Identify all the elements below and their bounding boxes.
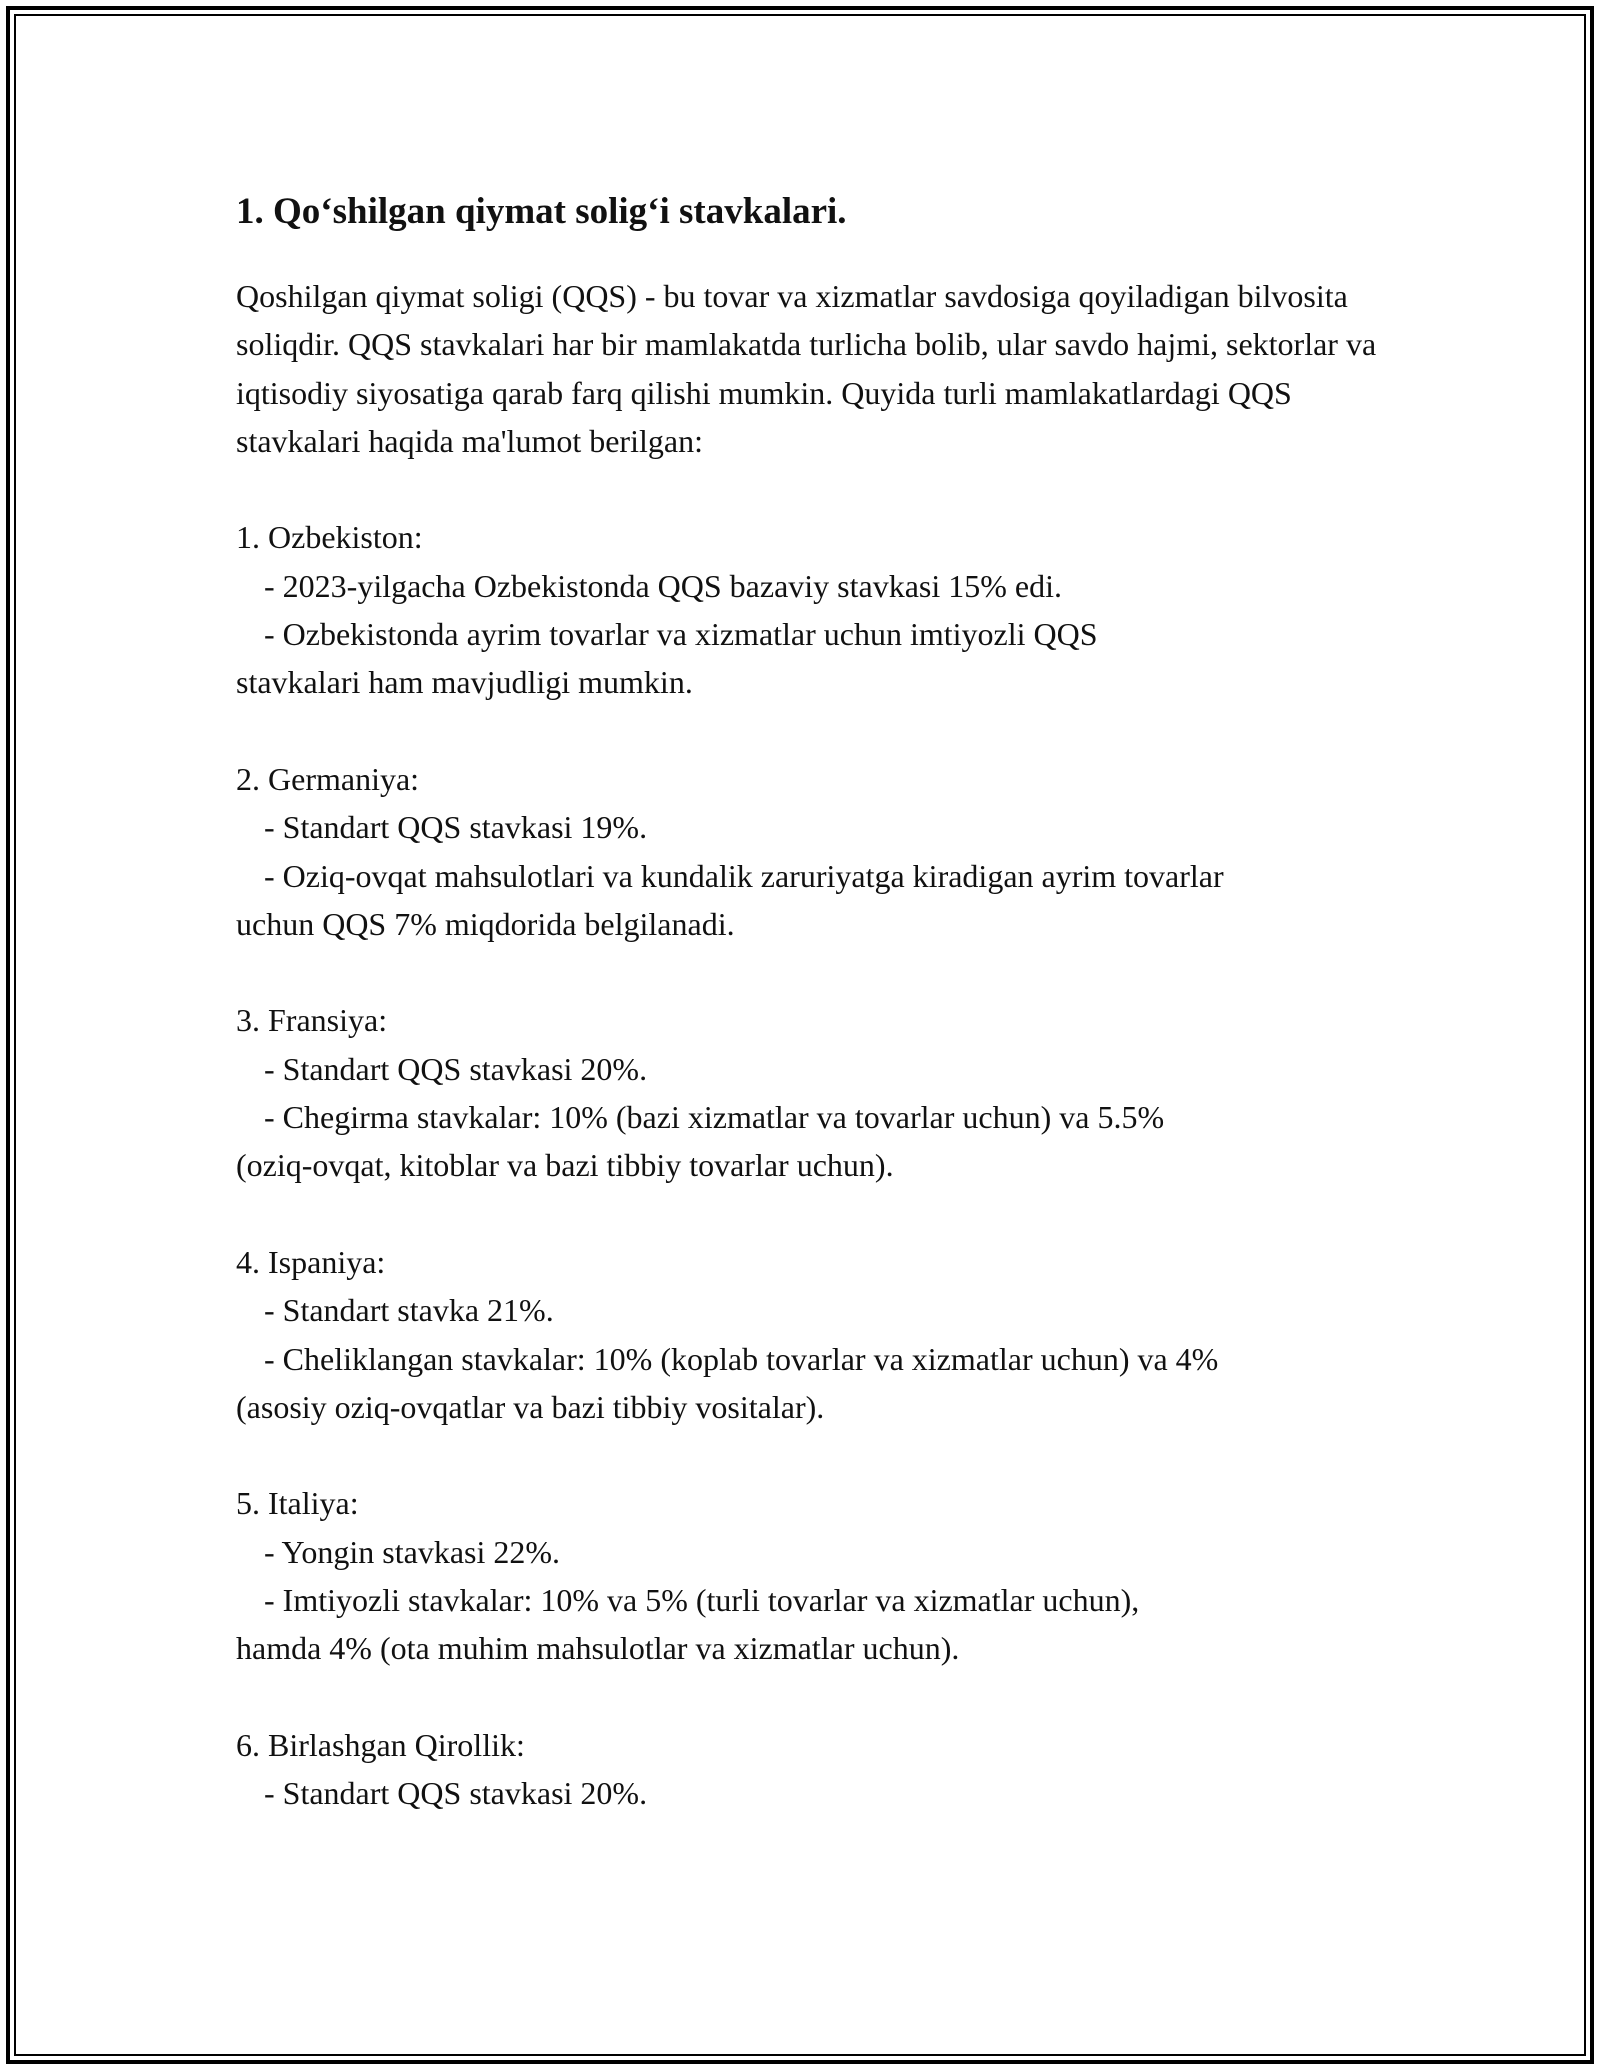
- intro-paragraph: Qoshilgan qiymat soligi (QQS) - bu tovar va xizmatlar savdosiga qoyiladigan bilvosita soliqdir. QQS stavkalari har bir mamlakatda turlicha bolib, ular savdo hajmi, sektorlar va iqtisodiy siyosatiga qarab farq qilishi mumkin. Quyida turli mamlakatlardagi QQS stavkalari haqida ma'lumot berilgan:: [236, 278, 1377, 459]
- section-line: - Standart QQS stavkasi 19%.: [264, 809, 648, 846]
- section-line-continuation: hamda 4% (ota muhim mahsulotlar va xizmatlar uchun).: [236, 1630, 960, 1667]
- section-line-continuation: (oziq-ovqat, kitoblar va bazi tibbiy tovarlar uchun).: [236, 1147, 894, 1184]
- section-line: - Standart QQS stavkasi 20%.: [264, 1775, 648, 1812]
- section-line: - Standart stavka 21%.: [264, 1292, 554, 1329]
- section-line: - Oziq-ovqat mahsulotlari va kundalik zaruriyatga kiradigan ayrim tovarlar: [264, 857, 1224, 894]
- country-section-italy: [236, 1479, 1396, 1672]
- section-line-continuation: stavkalari ham mavjudligi mumkin.: [236, 664, 693, 701]
- section-line: - Standart QQS stavkasi 20%.: [264, 1050, 648, 1087]
- document-body: [236, 186, 1396, 1818]
- section-line: - Yongin stavkasi 22%.: [264, 1533, 561, 1570]
- section-line: - Ozbekistonda ayrim tovarlar va xizmatlar uchun imtiyozli QQS: [264, 616, 1098, 653]
- section-heading: 6. Birlashgan Qirollik:: [236, 1726, 525, 1763]
- section-line-continuation: uchun QQS 7% miqdorida belgilanadi.: [236, 905, 735, 942]
- country-section-france: [236, 996, 1396, 1189]
- section-line: - Imtiyozli stavkalar: 10% va 5% (turli tovarlar va xizmatlar uchun),: [264, 1582, 1140, 1619]
- section-line-continuation: (asosiy oziq-ovqatlar va bazi tibbiy vositalar).: [236, 1388, 825, 1425]
- country-section-spain: [236, 1238, 1396, 1431]
- section-heading: 3. Fransiya:: [236, 1002, 388, 1039]
- document-title: 1. Qo‘shilgan qiymat solig‘i stavkalari.: [236, 191, 847, 232]
- section-line: - Cheliklangan stavkalar: 10% (koplab tovarlar va xizmatlar uchun) va 4%: [264, 1340, 1219, 1377]
- section-heading: 1. Ozbekiston:: [236, 519, 423, 556]
- section-heading: 2. Germaniya:: [236, 760, 420, 797]
- country-section-uzbekistan: [236, 513, 1396, 706]
- section-line: - Chegirma stavkalar: 10% (bazi xizmatlar va tovarlar uchun) va 5.5%: [264, 1099, 1165, 1136]
- country-section-germany: [236, 755, 1396, 948]
- section-heading: 5. Italiya:: [236, 1485, 359, 1522]
- section-line: - 2023-yilgacha Ozbekistonda QQS bazaviy stavkasi 15% edi.: [264, 567, 1063, 604]
- country-section-united-kingdom: [236, 1721, 1396, 1818]
- section-heading: 4. Ispaniya:: [236, 1243, 386, 1280]
